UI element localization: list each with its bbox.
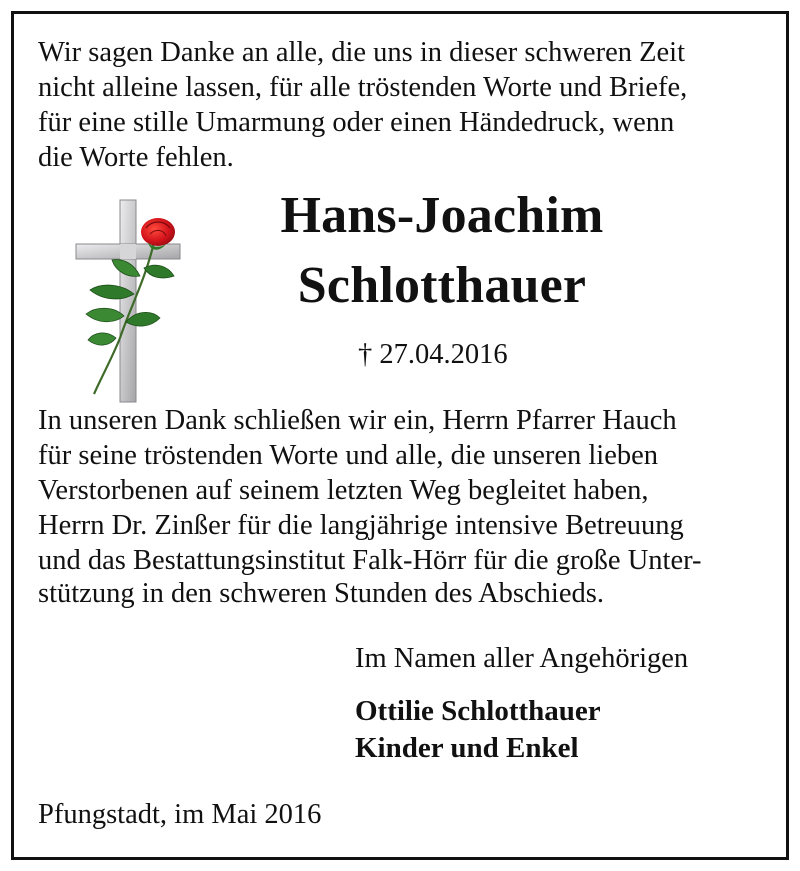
signature-intro: Im Namen aller Angehörigen: [355, 643, 689, 674]
intro-line: Wir sagen Danke an alle, die uns in dieser schweren Zeit: [38, 37, 685, 68]
intro-line: für eine stille Umarmung oder einen Händedruck, wenn: [38, 107, 675, 138]
thanks-line: In unseren Dank schließen wir ein, Herrn Pfarrer Hauch: [38, 405, 677, 436]
thanks-line: für seine tröstenden Worte und alle, die unseren lieben: [38, 440, 659, 471]
intro-line: nicht alleine lassen, für alle tröstenden Worte und Briefe,: [38, 72, 688, 103]
thanks-line: Herrn Dr. Zinßer für die langjährige intensive Betreuung: [38, 510, 684, 541]
deceased-last-name: Schlotthauer: [297, 257, 587, 314]
signature-name: Kinder und Enkel: [355, 732, 579, 764]
thanks-line: und das Bestattungsinstitut Falk-Hörr für die große Unter-: [38, 545, 702, 576]
thanks-line: Verstorbenen auf seinem letzten Weg begleitet haben,: [38, 475, 649, 506]
death-date: † 27.04.2016: [358, 339, 508, 370]
intro-line: die Worte fehlen.: [38, 142, 234, 173]
thanks-line: stützung in den schweren Stunden des Abschieds.: [38, 578, 604, 609]
signature-name: Ottilie Schlotthauer: [355, 695, 601, 727]
deceased-first-name: Hans-Joachim: [280, 187, 604, 244]
place-and-date: Pfungstadt, im Mai 2016: [38, 799, 322, 830]
